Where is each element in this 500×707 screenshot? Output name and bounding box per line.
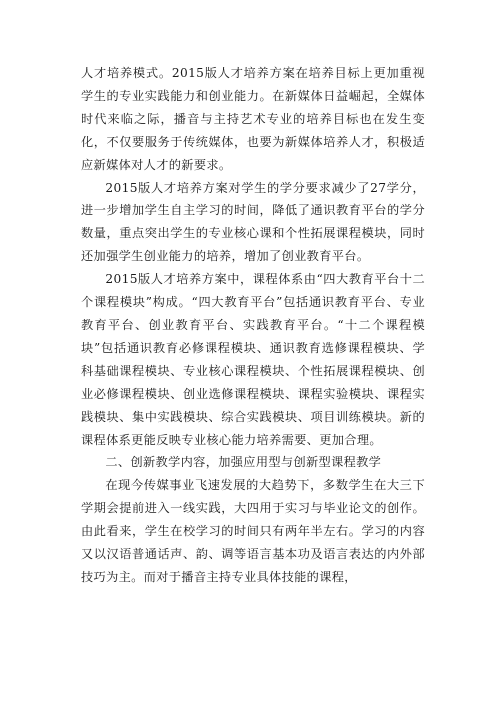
- paragraph-3: 2015版人才培养方案中，课程体系由“四大教育平台十二个课程模块”构成。“四大教育平台”包括通识教育平台、专业教育平台、创业教育平台、实践教育平台。“十二个课程模块”包括通识教育必修课程模块、通识教育选修课程模块、学科基础课程模块、专业核心课程模块、个性拓展课程模块、创业必修课程模块、创业选修课程模块、课程实验模块、课程实践模块、集中实践模块、综合实践模块、项目训练模块。新的课程体系更能反映专业核心能力培养需要、更加合理。: [81, 272, 425, 447]
- section-heading: 二、创新教学内容，加强应用型与创新型课程教学: [105, 455, 382, 470]
- document-body: [81, 62, 425, 589]
- paragraph-1: 人才培养模式。2015版人才培养方案在培养目标上更加重视学生的专业实践能力和创业能力。在新媒体日益崛起，全媒体时代来临之际，播音与主持艺术专业的培养目标也在发生变化，不仅要服务于传统媒体，也要为新媒体培养人才，积极适应新媒体对人才的新要求。: [81, 66, 425, 172]
- paragraph-4: 在现今传媒事业飞速发展的大趋势下，多数学生在大三下学期会提前进入一线实践，大四用于实习与毕业论文的创作。由此看来，学生在校学习的时间只有两年半左右。学习的内容又以汉语普通话声、韵、调等语言基本功及语言表达的内外部技巧为主。而对于播音主持专业具体技能的课程，: [81, 478, 425, 584]
- paragraph-2: 2015版人才培养方案对学生的学分要求减少了27学分，进一步增加学生自主学习的时间，降低了通识教育平台的学分数量，重点突出学生的专业核心课和个性拓展课程模块，同时还加强学生创业能力的培养，增加了创业教育平台。: [81, 180, 425, 264]
